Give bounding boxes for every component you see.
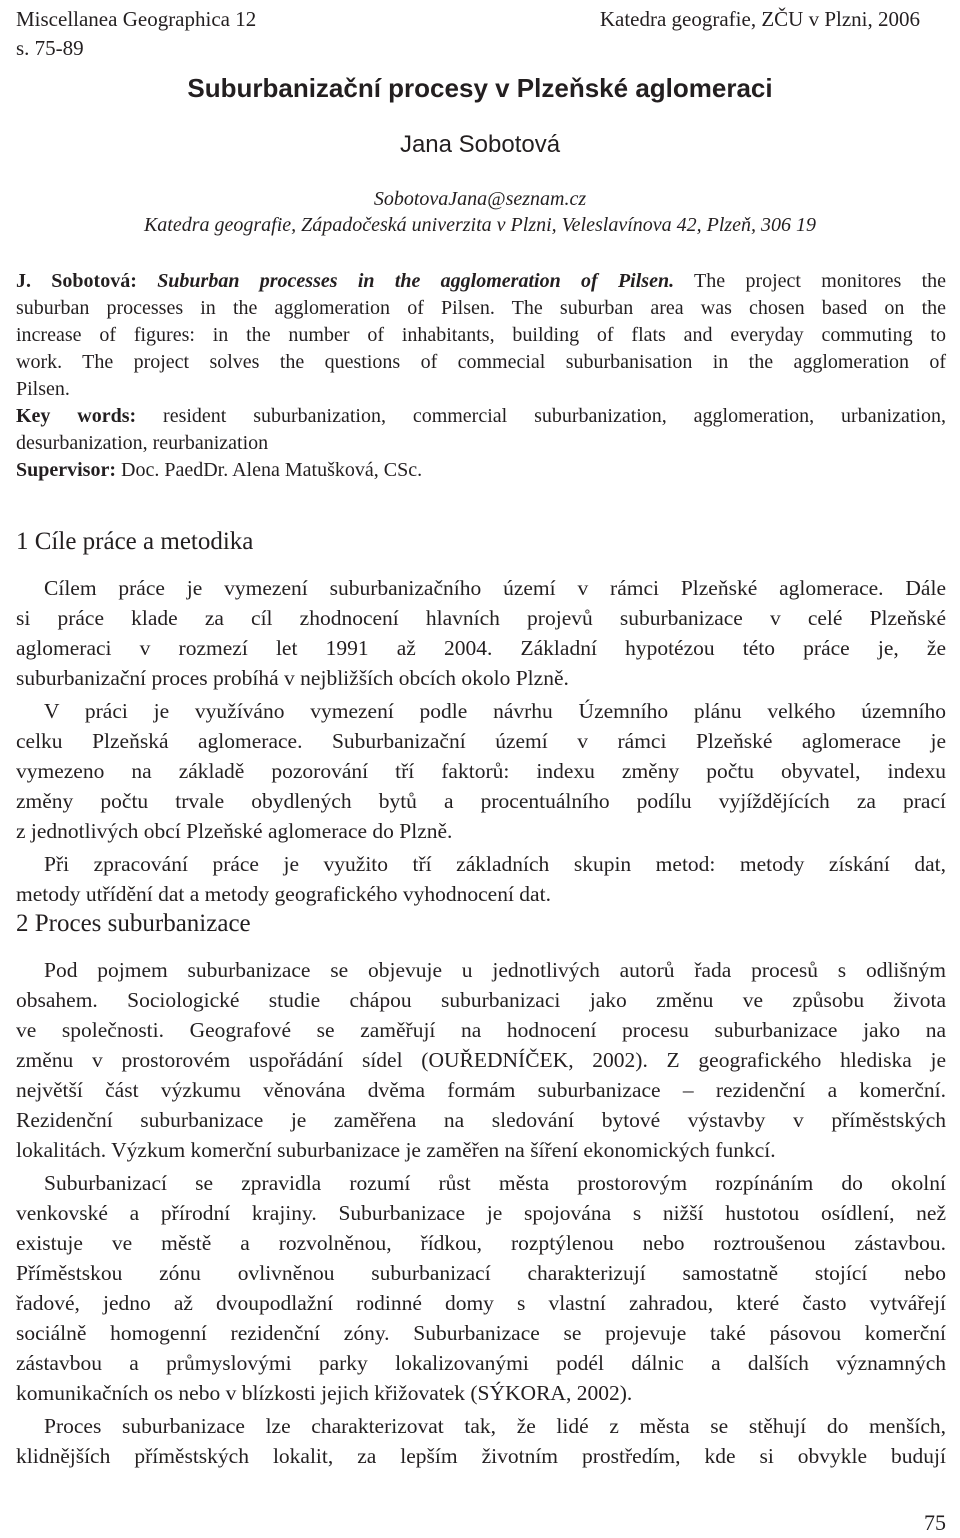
abstract-line: increase of figures: in the number of inhabitants, building of flats and everyday commuting to	[16, 324, 946, 346]
section-1-body	[16, 573, 946, 912]
abstract-line	[16, 268, 946, 295]
text-line: venkovské a přírodní krajiny. Suburbanizace je spojována s nižší hustotou osídlení, než	[16, 1201, 946, 1225]
text-line: obsahem. Sociologické studie chápou suburbanizaci jako změnu ve způsobu života	[16, 988, 946, 1012]
article-title: Suburbanizační procesy v Plzeňské aglomeraci	[187, 73, 773, 103]
text-line: Cílem práce je vymezení suburbanizačního území v rámci Plzeňské aglomerace. Dále	[44, 576, 946, 600]
keywords: resident suburbanization, commercial suburbanization, agglomeration, urbanization,	[163, 405, 947, 427]
keywords-line	[16, 403, 946, 430]
text-line: největší část výzkumu věnována dvěma formám suburbanizace – rezidenční a komerční.	[16, 1078, 946, 1102]
text-line: Rezidenční suburbanizace je zaměřena na sledování bytové výstavby v příměstských	[16, 1108, 946, 1132]
text-line: existuje ve městě a rozvolněnou, řídkou, rozptýlenou nebo roztroušenou zástavbou.	[16, 1231, 946, 1255]
supervisor-name: Doc. PaedDr. Alena Matušková, CSc.	[121, 459, 423, 481]
text-line: Pod pojmem suburbanizace se objevuje u jednotlivých autorů řada procesů s odlišným	[44, 958, 946, 982]
section-1-heading: 1 Cíle práce a metodika	[16, 528, 254, 555]
text-line: změny počtu trvale obydlených bytů a procentuálního podílu vyjíždějících za prací	[16, 789, 946, 813]
text-line: změnu v prostorovém uspořádání sídel (OUŘEDNÍČEK, 2002). Z geografického hlediska je	[16, 1048, 946, 1072]
section-2-heading: 2 Proces suburbanizace	[16, 910, 251, 937]
text-line: komunikačních os nebo v blízkosti jejich křižovatek (SÝKORA, 2002).	[16, 1381, 633, 1405]
abstract-line: Pilsen.	[16, 378, 70, 400]
abstract-line: work. The project solves the questions of commecial suburbanisation in the agglomeration of	[16, 351, 946, 373]
publisher-line: Katedra geografie, ZČU v Plzni, 2006	[599, 7, 920, 31]
paragraph	[16, 849, 946, 909]
text-line: celku Plzeňská aglomerace. Suburbanizační území v rámci Plzeňské aglomerace je	[16, 729, 946, 753]
author-affiliation: Katedra geografie, Západočeská univerzita v Plzni, Veleslavínova 42, Plzeň, 306 19	[143, 214, 817, 236]
abstract-title-en: Suburban processes in the agglomeration of Pilsen.	[157, 270, 675, 292]
page-range: s. 75-89	[16, 36, 84, 60]
page-number: 75	[924, 1510, 946, 1535]
text-line: z jednotlivých obcí Plzeňské aglomerace do Plzně.	[16, 819, 453, 843]
author-name: Jana Sobotová	[399, 131, 561, 158]
keywords-label: Key words:	[16, 405, 137, 427]
text-line: řadové, jedno až dvoupodlažní rodinné domy s vlastní zahradou, které často vytvářejí	[16, 1291, 946, 1315]
text-line: sociálně homogenní rezidenční zóny. Suburbanizace se projevuje také pásovou komerční	[16, 1321, 946, 1345]
paragraph	[16, 1168, 946, 1408]
abstract-text: The project monitores the	[694, 270, 947, 292]
text-line: Při zpracování práce je využito tří základních skupin metod: metody získání dat,	[44, 852, 946, 876]
text-line: klidnějších příměstských lokalit, za lepším životním prostředím, kde si obvykle budují	[16, 1444, 946, 1468]
text-line: aglomeraci v rozmezí let 1991 až 2004. Základní hypotézou této práce je, že	[16, 636, 946, 660]
text-line: lokalitách. Výzkum komerční suburbanizace je zaměřen na šíření ekonomických funkcí.	[16, 1138, 776, 1162]
supervisor-label: Supervisor:	[16, 459, 116, 481]
author-email[interactable]: SobotovaJana@seznam.cz	[373, 188, 587, 210]
text-line: suburbanizační proces probíhá v nejbližších obcích okolo Plzně.	[16, 666, 569, 690]
abstract-line: suburban processes in the agglomeration of Pilsen. The suburban area was chosen based on the	[16, 297, 946, 319]
abstract	[16, 268, 946, 484]
text-line: zástavbou a průmyslovými parky lokalizovanými podél dálnic a dalších významných	[16, 1351, 946, 1375]
text-line: Příměstskou zónu ovlivněnou suburbanizací charakterizují samostatně stojící nebo	[16, 1261, 946, 1285]
keywords-line: desurbanization, reurbanization	[16, 432, 269, 454]
paragraph	[16, 955, 946, 1165]
text-line: ve společnosti. Geografové se zaměřují na hodnocení procesu suburbanizace jako na	[16, 1018, 946, 1042]
text-line: metody utřídění dat a metody geografického vyhodnocení dat.	[16, 882, 551, 906]
supervisor-line	[16, 457, 946, 484]
abstract-author-label: J. Sobotová:	[16, 270, 137, 292]
text-line: Proces suburbanizace lze charakterizovat tak, že lidé z města se stěhují do menších,	[44, 1414, 946, 1438]
text-line: vymezeno na základě pozorování tří faktorů: indexu změny počtu obyvatel, indexu	[16, 759, 946, 783]
section-2-body	[16, 955, 946, 1474]
text-line: Suburbanizací se zpravidla rozumí růst města prostorovým rozpínáním do okolní	[44, 1171, 946, 1195]
text-line: si práce klade za cíl zhodnocení hlavních projevů suburbanizace v celé Plzeňské	[16, 606, 946, 630]
paragraph	[16, 573, 946, 693]
paragraph	[16, 1411, 946, 1471]
paragraph	[16, 696, 946, 846]
text-line: V práci je využíváno vymezení podle návrhu Územního plánu velkého územního	[44, 699, 946, 723]
journal-name: Miscellanea Geographica 12	[16, 7, 257, 31]
